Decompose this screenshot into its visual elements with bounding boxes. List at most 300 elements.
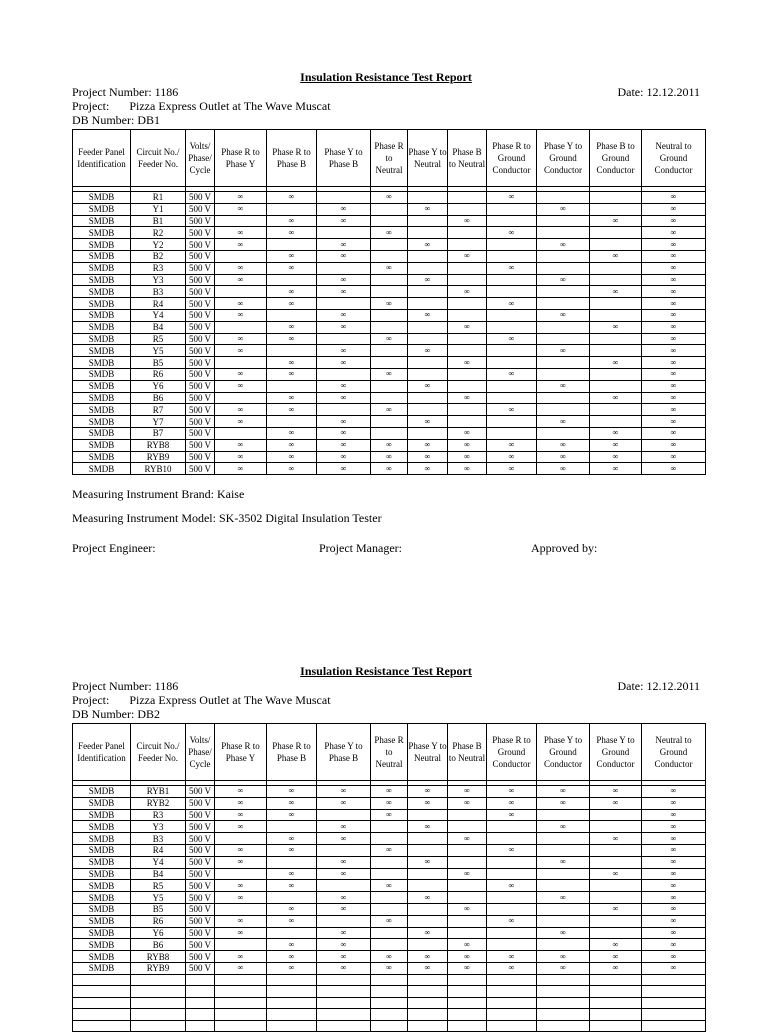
- table-cell: [487, 392, 537, 404]
- table-cell: ∞: [537, 451, 590, 463]
- table-cell: [487, 309, 537, 321]
- table-cell: ∞: [267, 298, 317, 310]
- table-cell: [448, 274, 487, 286]
- table-row: [73, 192, 706, 204]
- blank-cell: [448, 986, 487, 998]
- table-cell: [590, 821, 642, 833]
- table-cell: ∞: [537, 786, 590, 798]
- table-cell: ∞: [371, 368, 408, 380]
- table-cell: ∞: [537, 927, 590, 939]
- table-cell: ∞: [215, 962, 267, 974]
- table-row: [73, 962, 706, 974]
- table-cell: [487, 416, 537, 428]
- blank-cell: [215, 1009, 267, 1021]
- table-cell: [215, 250, 267, 262]
- table-cell: SMDB: [73, 380, 131, 392]
- table-cell: SMDB: [73, 962, 131, 974]
- table-cell: [317, 192, 371, 204]
- table-cell: ∞: [642, 797, 706, 809]
- table-cell: ∞: [642, 844, 706, 856]
- blank-cell: [408, 1020, 448, 1032]
- table-cell: R4: [131, 844, 186, 856]
- table-cell: ∞: [371, 227, 408, 239]
- table-cell: R6: [131, 915, 186, 927]
- table-cell: ∞: [317, 939, 371, 951]
- table-cell: [371, 833, 408, 845]
- table-cell: [371, 215, 408, 227]
- table-cell: [371, 239, 408, 251]
- table-row: [73, 380, 706, 392]
- table-cell: ∞: [371, 192, 408, 204]
- table-cell: [371, 321, 408, 333]
- table-cell: ∞: [537, 239, 590, 251]
- table-cell: [215, 939, 267, 951]
- column-header: Phase Y to Phase B: [317, 724, 371, 781]
- table-cell: Y5: [131, 345, 186, 357]
- table-cell: ∞: [371, 298, 408, 310]
- table-cell: ∞: [537, 309, 590, 321]
- blank-cell: [448, 1009, 487, 1021]
- table-cell: [537, 392, 590, 404]
- table-cell: ∞: [215, 809, 267, 821]
- blank-cell: [487, 1009, 537, 1021]
- column-header: Volts/ Phase/ Cycle: [186, 130, 215, 187]
- table-cell: [408, 427, 448, 439]
- table-cell: 500 V: [186, 856, 215, 868]
- table-cell: ∞: [642, 262, 706, 274]
- table-cell: ∞: [590, 286, 642, 298]
- table-cell: [371, 309, 408, 321]
- table-cell: ∞: [267, 463, 317, 475]
- table-cell: ∞: [371, 262, 408, 274]
- table-cell: ∞: [642, 809, 706, 821]
- table-cell: 500 V: [186, 451, 215, 463]
- table-row: [73, 939, 706, 951]
- table-cell: ∞: [317, 463, 371, 475]
- table-cell: 500 V: [186, 439, 215, 451]
- table-cell: Y4: [131, 856, 186, 868]
- table-cell: ∞: [215, 227, 267, 239]
- table-cell: ∞: [642, 227, 706, 239]
- table-cell: 500 V: [186, 227, 215, 239]
- table-cell: RYB9: [131, 451, 186, 463]
- table-cell: 500 V: [186, 868, 215, 880]
- blank-cell: [186, 1020, 215, 1032]
- table-cell: [371, 380, 408, 392]
- project-line: [72, 693, 331, 708]
- blank-cell: [590, 974, 642, 986]
- table-cell: [408, 809, 448, 821]
- table-cell: [590, 809, 642, 821]
- table-cell: ∞: [408, 380, 448, 392]
- blank-cell: [73, 986, 131, 998]
- table-cell: 500 V: [186, 427, 215, 439]
- table-cell: ∞: [215, 262, 267, 274]
- table-cell: ∞: [371, 463, 408, 475]
- table-cell: ∞: [371, 786, 408, 798]
- table-cell: B2: [131, 250, 186, 262]
- table-cell: [590, 203, 642, 215]
- table-cell: ∞: [267, 404, 317, 416]
- table-cell: [590, 192, 642, 204]
- table-cell: R3: [131, 262, 186, 274]
- table-cell: [408, 298, 448, 310]
- table-cell: ∞: [590, 392, 642, 404]
- table-cell: [487, 215, 537, 227]
- blank-cell: [408, 997, 448, 1009]
- table-cell: Y6: [131, 380, 186, 392]
- table-cell: [371, 868, 408, 880]
- table-cell: [487, 868, 537, 880]
- table-cell: ∞: [267, 903, 317, 915]
- table-cell: 500 V: [186, 927, 215, 939]
- table-cell: 500 V: [186, 368, 215, 380]
- table-cell: ∞: [487, 786, 537, 798]
- table-cell: ∞: [408, 856, 448, 868]
- table-cell: [487, 345, 537, 357]
- table-cell: [448, 239, 487, 251]
- table-cell: ∞: [642, 880, 706, 892]
- project-engineer-label: Project Engineer:: [72, 541, 156, 555]
- blank-row: [73, 974, 706, 986]
- table-cell: [448, 309, 487, 321]
- table-cell: 500 V: [186, 786, 215, 798]
- table-row: [73, 309, 706, 321]
- table-cell: ∞: [215, 192, 267, 204]
- table-cell: 500 V: [186, 380, 215, 392]
- column-header: Phase R to Neutral: [371, 724, 408, 781]
- table-cell: ∞: [590, 833, 642, 845]
- table-cell: 500 V: [186, 416, 215, 428]
- column-header: Phase R to Neutral: [371, 130, 408, 187]
- table-cell: ∞: [642, 833, 706, 845]
- table-cell: [448, 404, 487, 416]
- table-cell: [487, 892, 537, 904]
- table-row: [73, 262, 706, 274]
- instrument-brand: Measuring Instrument Brand: Kaise: [72, 487, 245, 501]
- table-cell: SMDB: [73, 392, 131, 404]
- table-cell: ∞: [642, 856, 706, 868]
- blank-cell: [487, 986, 537, 998]
- table-cell: [267, 927, 317, 939]
- table-cell: ∞: [317, 215, 371, 227]
- table-cell: [267, 856, 317, 868]
- table-cell: [408, 321, 448, 333]
- column-header: Phase R to Phase Y: [215, 130, 267, 187]
- column-header: Circuit No./ Feeder No.: [131, 724, 186, 781]
- table-cell: [448, 368, 487, 380]
- table-cell: ∞: [215, 797, 267, 809]
- table-cell: [448, 380, 487, 392]
- table-cell: [371, 286, 408, 298]
- blank-cell: [642, 986, 706, 998]
- table-row: [73, 286, 706, 298]
- table-cell: [408, 915, 448, 927]
- table-cell: ∞: [537, 380, 590, 392]
- table-cell: ∞: [448, 427, 487, 439]
- table-cell: ∞: [590, 786, 642, 798]
- table-cell: [408, 939, 448, 951]
- table-cell: ∞: [371, 951, 408, 963]
- table-cell: ∞: [317, 856, 371, 868]
- table-cell: ∞: [487, 915, 537, 927]
- blank-cell: [267, 1020, 317, 1032]
- table-cell: ∞: [642, 821, 706, 833]
- table-cell: [590, 345, 642, 357]
- table-cell: ∞: [215, 821, 267, 833]
- table-cell: ∞: [215, 451, 267, 463]
- table-cell: ∞: [317, 345, 371, 357]
- table-cell: ∞: [642, 274, 706, 286]
- table-cell: ∞: [317, 786, 371, 798]
- table-row: [73, 215, 706, 227]
- table-cell: ∞: [537, 856, 590, 868]
- blank-cell: [73, 997, 131, 1009]
- blank-row: [73, 986, 706, 998]
- table-cell: ∞: [590, 939, 642, 951]
- column-header: Neutral to Ground Conductor: [642, 724, 706, 781]
- table-cell: [317, 844, 371, 856]
- table-cell: ∞: [267, 192, 317, 204]
- table-cell: [215, 321, 267, 333]
- table-cell: [487, 321, 537, 333]
- table-cell: [215, 427, 267, 439]
- table-cell: [215, 357, 267, 369]
- table-cell: SMDB: [73, 345, 131, 357]
- table-cell: [448, 915, 487, 927]
- table-cell: SMDB: [73, 192, 131, 204]
- table-cell: 500 V: [186, 298, 215, 310]
- table-cell: ∞: [408, 239, 448, 251]
- table-cell: Y1: [131, 203, 186, 215]
- column-header: Circuit No./ Feeder No.: [131, 130, 186, 187]
- column-header: Feeder Panel Identification: [73, 130, 131, 187]
- blank-cell: [537, 986, 590, 998]
- blank-row: [73, 997, 706, 1009]
- table-cell: ∞: [267, 333, 317, 345]
- table-cell: RYB1: [131, 786, 186, 798]
- table-cell: 500 V: [186, 951, 215, 963]
- table-cell: [537, 357, 590, 369]
- project-manager-label: Project Manager:: [319, 541, 402, 555]
- table-row: [73, 203, 706, 215]
- table-cell: 500 V: [186, 797, 215, 809]
- table-cell: ∞: [371, 915, 408, 927]
- table-row: [73, 880, 706, 892]
- table-cell: [448, 345, 487, 357]
- table-cell: [215, 215, 267, 227]
- blank-cell: [590, 986, 642, 998]
- table-cell: ∞: [487, 451, 537, 463]
- db-number: DB Number: DB2: [72, 707, 160, 721]
- table-cell: [537, 250, 590, 262]
- table-cell: ∞: [317, 833, 371, 845]
- blank-cell: [215, 1020, 267, 1032]
- table-cell: B3: [131, 286, 186, 298]
- table-cell: [317, 333, 371, 345]
- table-cell: [408, 903, 448, 915]
- blank-cell: [317, 1020, 371, 1032]
- blank-cell: [487, 997, 537, 1009]
- table-cell: [487, 821, 537, 833]
- table-cell: ∞: [371, 333, 408, 345]
- table-cell: [537, 915, 590, 927]
- table-cell: ∞: [642, 286, 706, 298]
- table-cell: ∞: [317, 797, 371, 809]
- blank-cell: [215, 974, 267, 986]
- table-cell: ∞: [317, 380, 371, 392]
- table-cell: ∞: [267, 262, 317, 274]
- table-cell: [371, 427, 408, 439]
- table-cell: ∞: [317, 250, 371, 262]
- table-cell: ∞: [371, 439, 408, 451]
- table-cell: [408, 404, 448, 416]
- project-name: Pizza Express Outlet at The Wave Muscat: [129, 99, 331, 113]
- table-cell: [590, 380, 642, 392]
- table-cell: SMDB: [73, 439, 131, 451]
- table-cell: ∞: [590, 903, 642, 915]
- table-row: [73, 357, 706, 369]
- table-cell: [537, 215, 590, 227]
- blank-cell: [487, 974, 537, 986]
- table-cell: ∞: [448, 250, 487, 262]
- table-cell: ∞: [267, 215, 317, 227]
- table-cell: ∞: [642, 215, 706, 227]
- table-row: [73, 844, 706, 856]
- table-cell: [487, 357, 537, 369]
- table-cell: SMDB: [73, 951, 131, 963]
- table-cell: B4: [131, 868, 186, 880]
- table-cell: [537, 368, 590, 380]
- table-cell: ∞: [487, 192, 537, 204]
- table-cell: 500 V: [186, 333, 215, 345]
- table-cell: ∞: [537, 274, 590, 286]
- table-cell: SMDB: [73, 844, 131, 856]
- blank-cell: [590, 1020, 642, 1032]
- blank-cell: [186, 974, 215, 986]
- table-cell: SMDB: [73, 416, 131, 428]
- table-cell: ∞: [267, 880, 317, 892]
- table-cell: ∞: [317, 962, 371, 974]
- table-cell: ∞: [590, 321, 642, 333]
- table-cell: R1: [131, 192, 186, 204]
- table-cell: ∞: [590, 451, 642, 463]
- blank-cell: [186, 1009, 215, 1021]
- blank-cell: [267, 1009, 317, 1021]
- table-cell: ∞: [267, 368, 317, 380]
- table-cell: [590, 844, 642, 856]
- table-cell: 500 V: [186, 262, 215, 274]
- table-cell: B7: [131, 427, 186, 439]
- table-cell: 500 V: [186, 962, 215, 974]
- table-cell: [537, 262, 590, 274]
- table-cell: 500 V: [186, 880, 215, 892]
- table-cell: ∞: [487, 404, 537, 416]
- report-title: Insulation Resistance Test Report: [300, 664, 472, 678]
- table-cell: ∞: [642, 309, 706, 321]
- table-row: [73, 392, 706, 404]
- table-cell: ∞: [642, 392, 706, 404]
- blank-cell: [448, 1020, 487, 1032]
- table-cell: ∞: [642, 357, 706, 369]
- table-cell: [590, 333, 642, 345]
- table-cell: ∞: [642, 927, 706, 939]
- table-row: [73, 427, 706, 439]
- table-cell: ∞: [317, 821, 371, 833]
- table-cell: ∞: [317, 321, 371, 333]
- db-number: DB Number: DB1: [72, 113, 160, 127]
- table-row: [73, 250, 706, 262]
- table-cell: Y6: [131, 927, 186, 939]
- table-cell: [215, 286, 267, 298]
- blank-cell: [73, 974, 131, 986]
- table-cell: [408, 844, 448, 856]
- table-cell: [590, 274, 642, 286]
- table-cell: ∞: [590, 463, 642, 475]
- table-cell: ∞: [267, 786, 317, 798]
- table-cell: R7: [131, 404, 186, 416]
- table-cell: ∞: [487, 333, 537, 345]
- column-header: Neutral to Ground Conductor: [642, 130, 706, 187]
- blank-cell: [73, 1009, 131, 1021]
- table-row: [73, 298, 706, 310]
- table-cell: ∞: [215, 380, 267, 392]
- table-cell: ∞: [215, 844, 267, 856]
- table-cell: 500 V: [186, 215, 215, 227]
- table-cell: ∞: [317, 951, 371, 963]
- table-cell: [487, 927, 537, 939]
- table-cell: SMDB: [73, 262, 131, 274]
- table-cell: [537, 939, 590, 951]
- table-cell: ∞: [317, 239, 371, 251]
- table-cell: ∞: [215, 368, 267, 380]
- table-cell: SMDB: [73, 821, 131, 833]
- table-cell: ∞: [642, 404, 706, 416]
- table-cell: ∞: [215, 915, 267, 927]
- table-cell: [448, 927, 487, 939]
- table-cell: B3: [131, 833, 186, 845]
- table-cell: ∞: [590, 951, 642, 963]
- table-cell: SMDB: [73, 286, 131, 298]
- insulation-table: [72, 723, 706, 1032]
- table-row: [73, 868, 706, 880]
- table-cell: [487, 239, 537, 251]
- table-cell: ∞: [448, 833, 487, 845]
- table-cell: [215, 833, 267, 845]
- table-cell: B6: [131, 939, 186, 951]
- table-cell: SMDB: [73, 215, 131, 227]
- table-cell: 500 V: [186, 203, 215, 215]
- blank-cell: [408, 974, 448, 986]
- table-cell: B4: [131, 321, 186, 333]
- blank-cell: [317, 1009, 371, 1021]
- table-cell: ∞: [487, 298, 537, 310]
- table-cell: 500 V: [186, 250, 215, 262]
- table-cell: [448, 844, 487, 856]
- table-cell: R2: [131, 227, 186, 239]
- table-cell: ∞: [487, 880, 537, 892]
- table-cell: SMDB: [73, 927, 131, 939]
- blank-cell: [215, 997, 267, 1009]
- table-cell: ∞: [215, 880, 267, 892]
- table-row: [73, 903, 706, 915]
- table-body: [73, 781, 706, 1032]
- project-name: Pizza Express Outlet at The Wave Muscat: [129, 693, 331, 707]
- table-row: [73, 274, 706, 286]
- table-cell: [408, 250, 448, 262]
- table-header-row: [73, 724, 706, 781]
- table-cell: ∞: [590, 427, 642, 439]
